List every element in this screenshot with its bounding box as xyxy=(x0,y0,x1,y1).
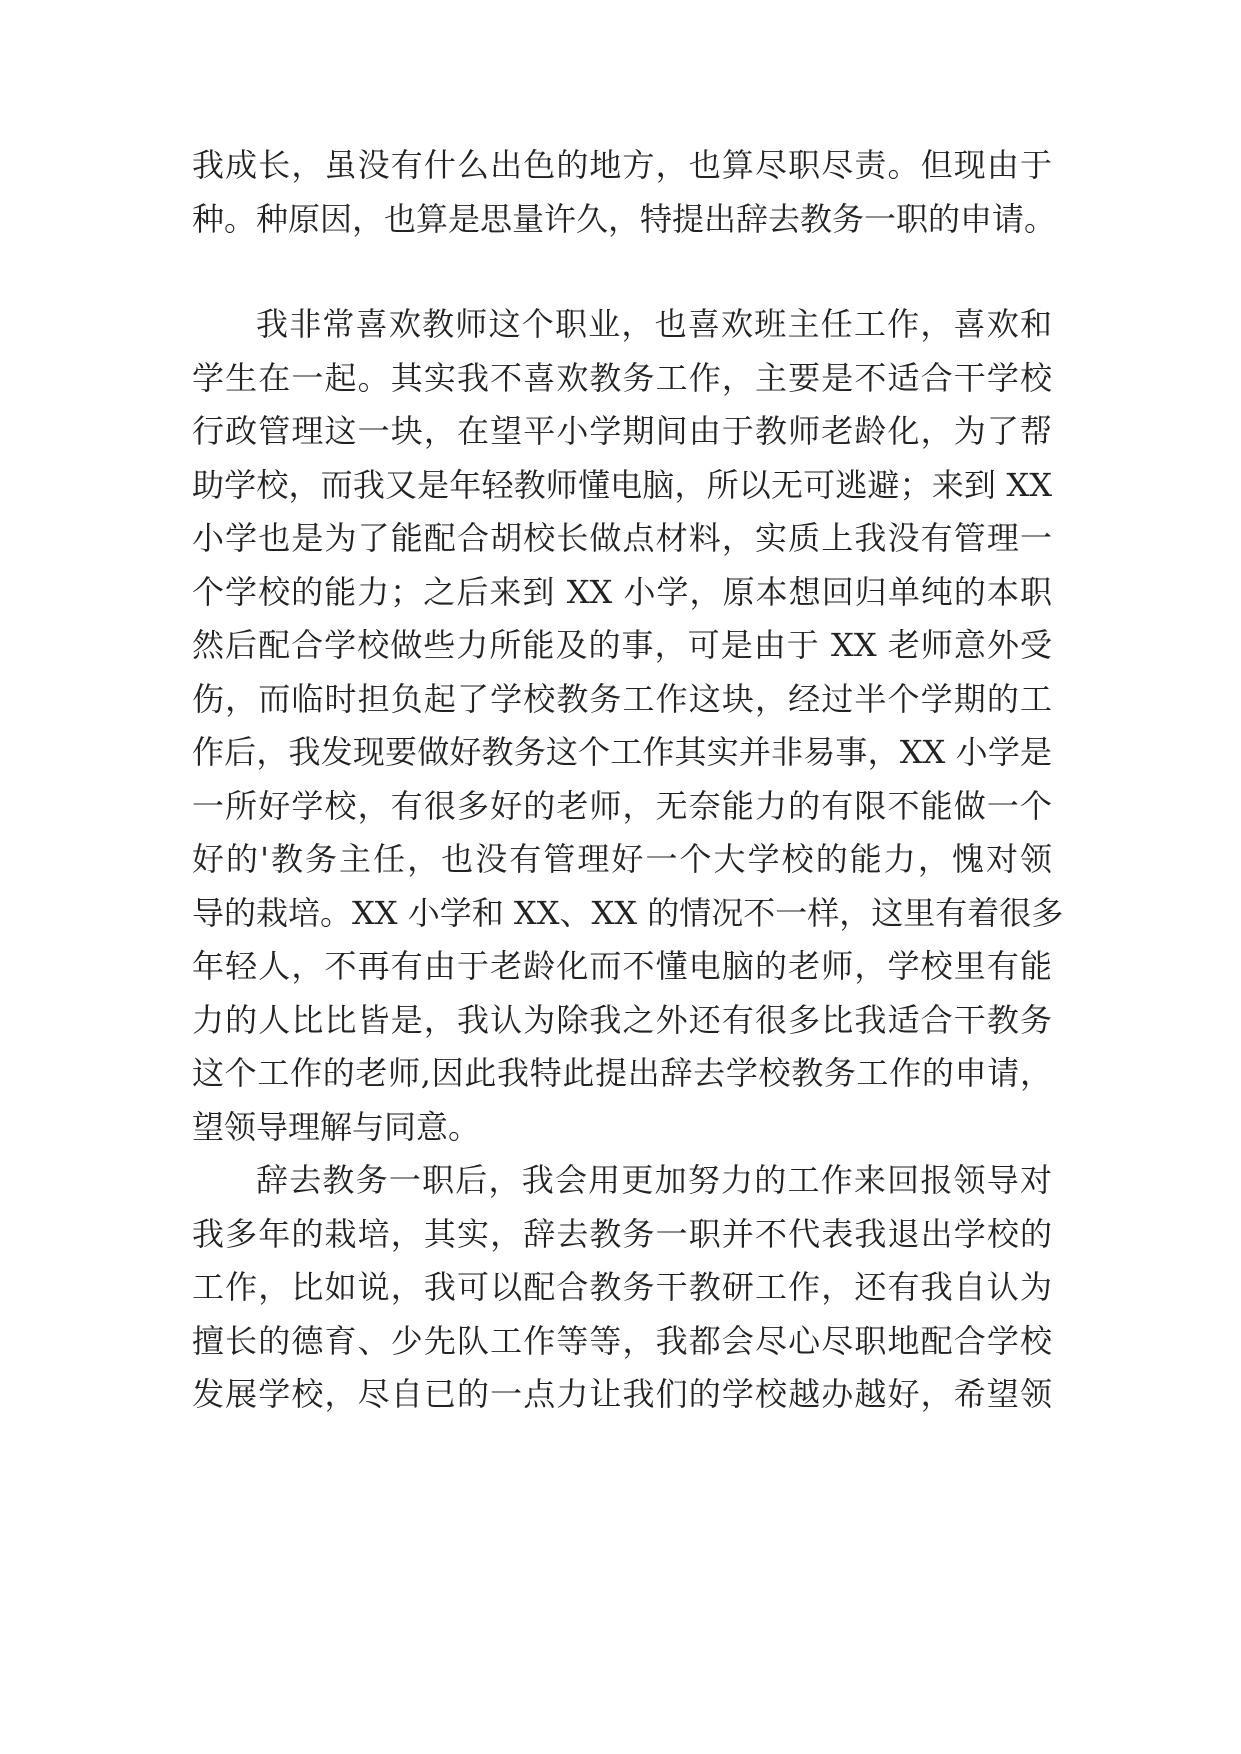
text-line: 擅长的德育、少先队工作等等，我都会尽心尽职地配合学校 xyxy=(192,1322,1052,1360)
text-line: 学生在一起。其实我不喜欢教务工作，主要是不适合干学校 xyxy=(192,359,1052,397)
text-line: 工作，比如说，我可以配合教务干教研工作，还有我自认为 xyxy=(192,1268,1052,1306)
text-line: 好的'教务主任，也没有管理好一个大学校的能力，愧对领 xyxy=(192,840,1052,878)
text-line: 年轻人，不再有由于老龄化而不懂电脑的老师，学校里有能 xyxy=(192,947,1052,985)
text-line: 望领导理解与同意。 xyxy=(192,1108,481,1146)
text-line: 个学校的能力；之后来到 XX 小学，原本想回归单纯的本职 xyxy=(192,573,1052,611)
text-line: 发展学校，尽自已的一点力让我们的学校越办越好，希望领 xyxy=(192,1375,1052,1413)
text-line: 一所好学校，有很多好的老师，无奈能力的有限不能做一个 xyxy=(192,787,1052,825)
paragraph-first-line: 我非常喜欢教师这个职业，也喜欢班主任工作，喜欢和 xyxy=(256,305,1052,343)
text-line: 作后，我发现要做好教务这个工作其实并非易事，XX 小学是 xyxy=(192,733,1052,771)
text-line: 这个工作的老师,因此我特此提出辞去学校教务工作的申请， xyxy=(192,1054,1052,1092)
text-line: 伤，而临时担负起了学校教务工作这块，经过半个学期的工 xyxy=(192,680,1052,718)
text-line: 我多年的栽培，其实，辞去教务一职并不代表我退出学校的 xyxy=(192,1215,1052,1253)
text-line: 力的人比比皆是，我认为除我之外还有很多比我适合干教务 xyxy=(192,1001,1052,1039)
text-line: 种。种原因，也算是思量许久，特提出辞去教务一职的申请。 xyxy=(192,200,1057,238)
text-line: 小学也是为了能配合胡校长做点材料，实质上我没有管理一 xyxy=(192,519,1052,557)
paragraph-first-line: 辞去教务一职后，我会用更加努力的工作来回报领导对 xyxy=(256,1161,1052,1199)
text-line: 导的栽培。XX 小学和 XX、XX 的情况不一样，这里有着很多 xyxy=(192,894,1064,932)
text-line: 我成长，虽没有什么出色的地方，也算尽职尽责。但现由于 xyxy=(192,146,1052,184)
text-line: 然后配合学校做些力所能及的事，可是由于 XX 老师意外受 xyxy=(192,626,1052,664)
text-line: 行政管理这一块，在望平小学期间由于教师老龄化，为了帮 xyxy=(192,412,1052,450)
text-line: 助学校，而我又是年轻教师懂电脑，所以无可逃避；来到 XX xyxy=(192,466,1052,504)
